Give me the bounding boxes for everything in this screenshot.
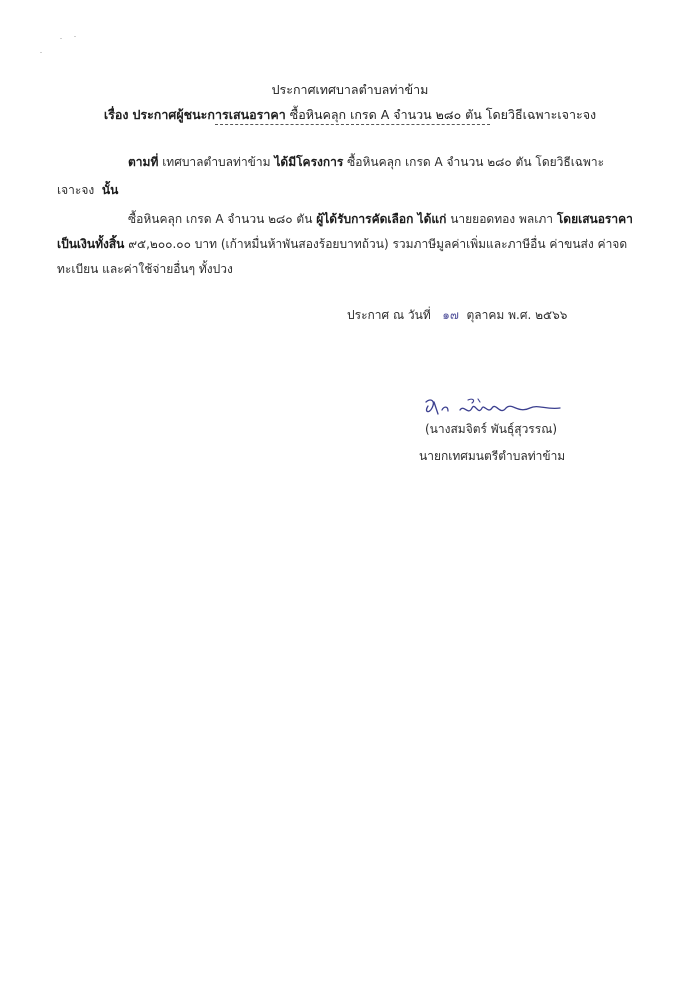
paragraph-2-line-3: [57, 260, 233, 279]
scan-speck: [74, 36, 76, 37]
p1-e: นั้น: [101, 183, 119, 197]
p1-a: เทศบาลตำบลท่าข้าม: [162, 155, 271, 169]
p3-a: เป็นเงินทั้งสิ้น: [57, 237, 125, 251]
paragraph-1-line-2: [57, 181, 118, 200]
p1-c: ซื้อหินคลุก เกรด A จำนวน ๒๘๐ ตัน โดยวิธีเฉพาะ: [347, 155, 605, 169]
announcement-subject: [0, 105, 700, 125]
p1-lead: ตามที่: [128, 155, 159, 169]
signer-position: นายกเทศมนตรีตำบลท่าข้าม: [419, 449, 566, 463]
p1-b: ได้มีโครงการ: [274, 155, 344, 169]
p2-c: นายยอดทอง พลเภา: [450, 212, 553, 226]
handwritten-signature: [420, 396, 570, 422]
p1-d: เจาะจง: [57, 183, 95, 197]
paragraph-2-line-2: [57, 235, 627, 254]
signer-name: (นางสมจิตร์ พันธุ์สุวรรณ): [425, 422, 558, 436]
announcement-date: [347, 306, 567, 325]
announcement-header: ประกาศเทศบาลตำบลท่าข้าม: [271, 82, 429, 97]
scan-speck: [60, 38, 62, 39]
subject-rest: ซื้อหินคลุก เกรด A จำนวน ๒๘๐ ตัน โดยวิธีเฉพาะเจาะจง: [289, 107, 597, 122]
p2-d: โดยเสนอราคา: [556, 212, 633, 226]
date-month-year: ตุลาคม พ.ศ. ๒๕๖๖: [466, 308, 568, 322]
scan-speck: [40, 52, 42, 53]
date-day: ๑๗: [442, 308, 459, 322]
p3-b: ๙๕,๒๐๐.๐๐ บาท (เก้าหมื่นห้าพันสองร้อยบาทถ้วน): [128, 237, 389, 251]
p2-b: ผู้ได้รับการคัดเลือก ได้แก่: [316, 212, 447, 226]
paragraph-2-line-1: [128, 210, 633, 229]
title-divider: [215, 124, 490, 125]
subject-text: ประกาศผู้ชนะการเสนอราคา: [132, 107, 286, 122]
subject-label: เรื่อง: [103, 107, 129, 122]
p4: ทะเบียน และค่าใช้จ่ายอื่นๆ ทั้งปวง: [57, 262, 233, 276]
p2-a: ซื้อหินคลุก เกรด A จำนวน ๒๘๐ ตัน: [128, 212, 313, 226]
date-prefix: ประกาศ ณ วันที่: [347, 308, 431, 322]
p3-c: รวมภาษีมูลค่าเพิ่มและภาษีอื่น ค่าขนส่ง ค่าจด: [392, 237, 628, 251]
paragraph-1-line-1: [128, 153, 604, 172]
